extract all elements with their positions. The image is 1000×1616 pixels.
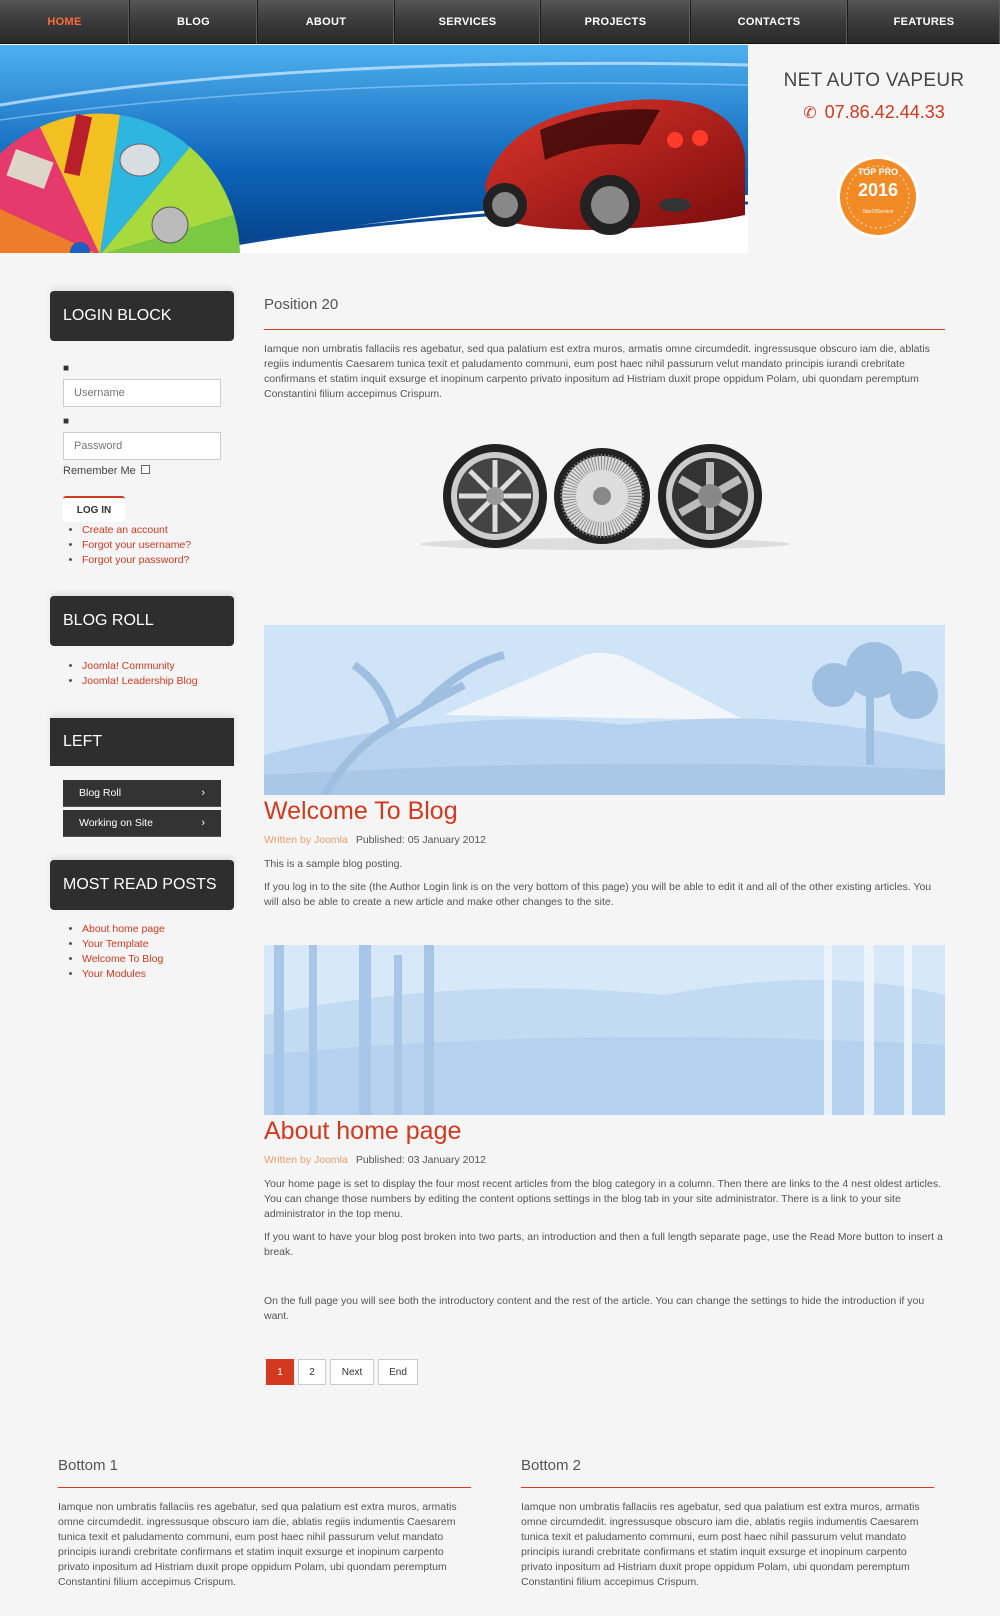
post-paragraph: If you want to have your blog post broken into two parts, an introduction and then a full length separate page, use the Read More button to insert a break. [264, 1231, 943, 1258]
divider [58, 1487, 471, 1488]
menu-item-blog-roll[interactable] [63, 780, 221, 807]
award-line-1: TOP PRO [857, 167, 899, 177]
nav-home[interactable]: HOME [0, 0, 130, 44]
bottom-1-text: Iamque non umbratis fallaciis res agebatur, sed qua palatium est extra muros, armatis omne circumdedit. ingressusque obscuro iam die, ablatis regiis indumentis Caesarem tunica texit et paludamento communi, eum post haec nihil passurum velut mandato principis iurandi crebritate confirmans et statim inquit exsurge et inopinum carpento privato inpositum ad Histriam duxit prope oppidum Polam, ubi quondam peremptum Constantini filium accepimus Crispum. [58, 1501, 457, 1588]
nav-blog[interactable]: BLOG [130, 0, 258, 44]
lock-icon: ■ [63, 416, 70, 427]
post-title[interactable]: Welcome To Blog [264, 797, 458, 825]
award-year: 2016 [857, 180, 899, 200]
most-read-title: MOST READ POSTS [50, 860, 234, 910]
forgot-username-link[interactable]: • Forgot your username? [82, 538, 191, 553]
user-icon: ■ [63, 363, 70, 374]
phone-number[interactable] [748, 102, 1000, 123]
most-read-link[interactable]: • Welcome To Blog [82, 952, 165, 967]
menu-item-label: Blog Roll [79, 787, 122, 799]
divider [264, 329, 945, 330]
site-name: NET AUTO VAPEUR [783, 70, 965, 91]
login-block-title: LOGIN BLOCK [50, 291, 234, 341]
most-read-link[interactable]: • About home page [82, 922, 165, 937]
post-published: Published: 05 January 2012 [355, 834, 487, 846]
post-image-blossom [264, 625, 945, 795]
chevron-right-icon: › [201, 787, 205, 799]
header-banner [0, 45, 748, 253]
blog-roll-links [82, 659, 198, 689]
post-author: Written by Joomla [264, 834, 348, 846]
nav-contacts[interactable]: CONTACTS [691, 0, 848, 44]
joomla-leadership-blog-link[interactable]: • Joomla! Leadership Blog [82, 674, 198, 689]
nav-about[interactable]: ABOUT [258, 0, 395, 44]
nav-projects[interactable]: PROJECTS [541, 0, 691, 44]
remember-me-label: Remember Me [63, 465, 136, 477]
left-module-title: LEFT [50, 718, 234, 766]
post-image-bamboo [264, 945, 945, 1115]
post-meta [264, 834, 486, 846]
post-paragraph: Your home page is set to display the four most recent articles from the blog category in a column. Then there are links to the 4 nest oldest articles. You can change those numbers by editing the content options settings in the blog tab in your site administrator. There is a link to your site administrator in the top menu. [264, 1178, 942, 1220]
nav-services[interactable]: SERVICES [395, 0, 541, 44]
chevron-right-icon: › [201, 817, 205, 829]
post-meta [264, 1154, 486, 1166]
most-read-link[interactable]: • Your Modules [82, 967, 165, 982]
most-read-link[interactable]: • Your Template [82, 937, 165, 952]
position-20-text: Iamque non umbratis fallaciis res agebatur, sed qua palatium est extra muros, armatis omne circumdedit. ingressusque obscuro iam die, ablatis regiis indumentis Caesarem tunica texit et paludamento communi, eum post haec nihil passurum velut mandato principis iurandi crebritate confirmans et statim inquit exsurge et inopinum carpento privato inpositum ad Histriam duxit prope oppidum Polam, ubi quondam peremptum Constantini filium accepimus Crispum. [264, 343, 930, 400]
remember-me [63, 465, 150, 477]
username-input[interactable] [63, 379, 221, 407]
bottom-2-title: Bottom 2 [521, 1457, 582, 1474]
pagination [266, 1359, 422, 1385]
page-1-button[interactable]: 1 [266, 1359, 294, 1385]
phone-icon: ✆ [803, 105, 817, 122]
brand-block [748, 45, 1000, 253]
most-read-links [82, 922, 165, 982]
post-paragraph: On the full page you will see both the introductory content and the rest of the article. You can change the settings to hide the introduction if you want. [264, 1295, 925, 1322]
page-2-button[interactable]: 2 [298, 1359, 326, 1385]
bottom-2-text: Iamque non umbratis fallaciis res agebatur, sed qua palatium est extra muros, armatis omne circumdedit. ingressusque obscuro iam die, ablatis regiis indumentis Caesarem tunica texit et paludamento communi, eum post haec nihil passurum velut mandato principis iurandi crebritate confirmans et statim inquit exsurge et inopinum carpento privato inpositum ad Histriam duxit prope oppidum Polam, ubi quondam peremptum Constantini filium accepimus Crispum. [521, 1501, 920, 1588]
top-nav [0, 0, 1000, 44]
remember-me-checkbox[interactable] [141, 465, 150, 474]
top-pro-award-badge [836, 155, 920, 239]
post-published: Published: 03 January 2012 [355, 1154, 487, 1166]
wheels-image [410, 440, 800, 552]
joomla-community-link[interactable]: • Joomla! Community [82, 659, 198, 674]
position-20-title: Position 20 [264, 296, 339, 313]
post-title[interactable]: About home page [264, 1117, 462, 1145]
menu-item-working-on-site[interactable] [63, 810, 221, 837]
login-button[interactable]: LOG IN [63, 496, 125, 522]
next-page-button[interactable]: Next [330, 1359, 374, 1385]
post-paragraph: This is a sample blog posting. [264, 858, 403, 870]
end-page-button[interactable]: End [378, 1359, 418, 1385]
post-author: Written by Joomla [264, 1154, 348, 1166]
bottom-1-title: Bottom 1 [58, 1457, 119, 1474]
blog-roll-title: BLOG ROLL [50, 596, 234, 646]
car-banner-image [0, 45, 748, 253]
menu-item-label: Working on Site [79, 817, 153, 829]
login-links [82, 523, 191, 568]
create-account-link[interactable]: • Create an account [82, 523, 191, 538]
divider [521, 1487, 934, 1488]
nav-features[interactable]: FEATURES [848, 0, 1000, 44]
award-line-2: StarOfService [862, 209, 894, 215]
phone-text: 07.86.42.44.33 [824, 102, 945, 122]
post-paragraph: If you log in to the site (the Author Login link is on the very bottom of this page) you will be able to edit it and all of the other existing articles. You will also be able to create a new article and make other changes to the site. [264, 881, 932, 908]
password-input[interactable] [63, 432, 221, 460]
forgot-password-link[interactable]: • Forgot your password? [82, 553, 191, 568]
